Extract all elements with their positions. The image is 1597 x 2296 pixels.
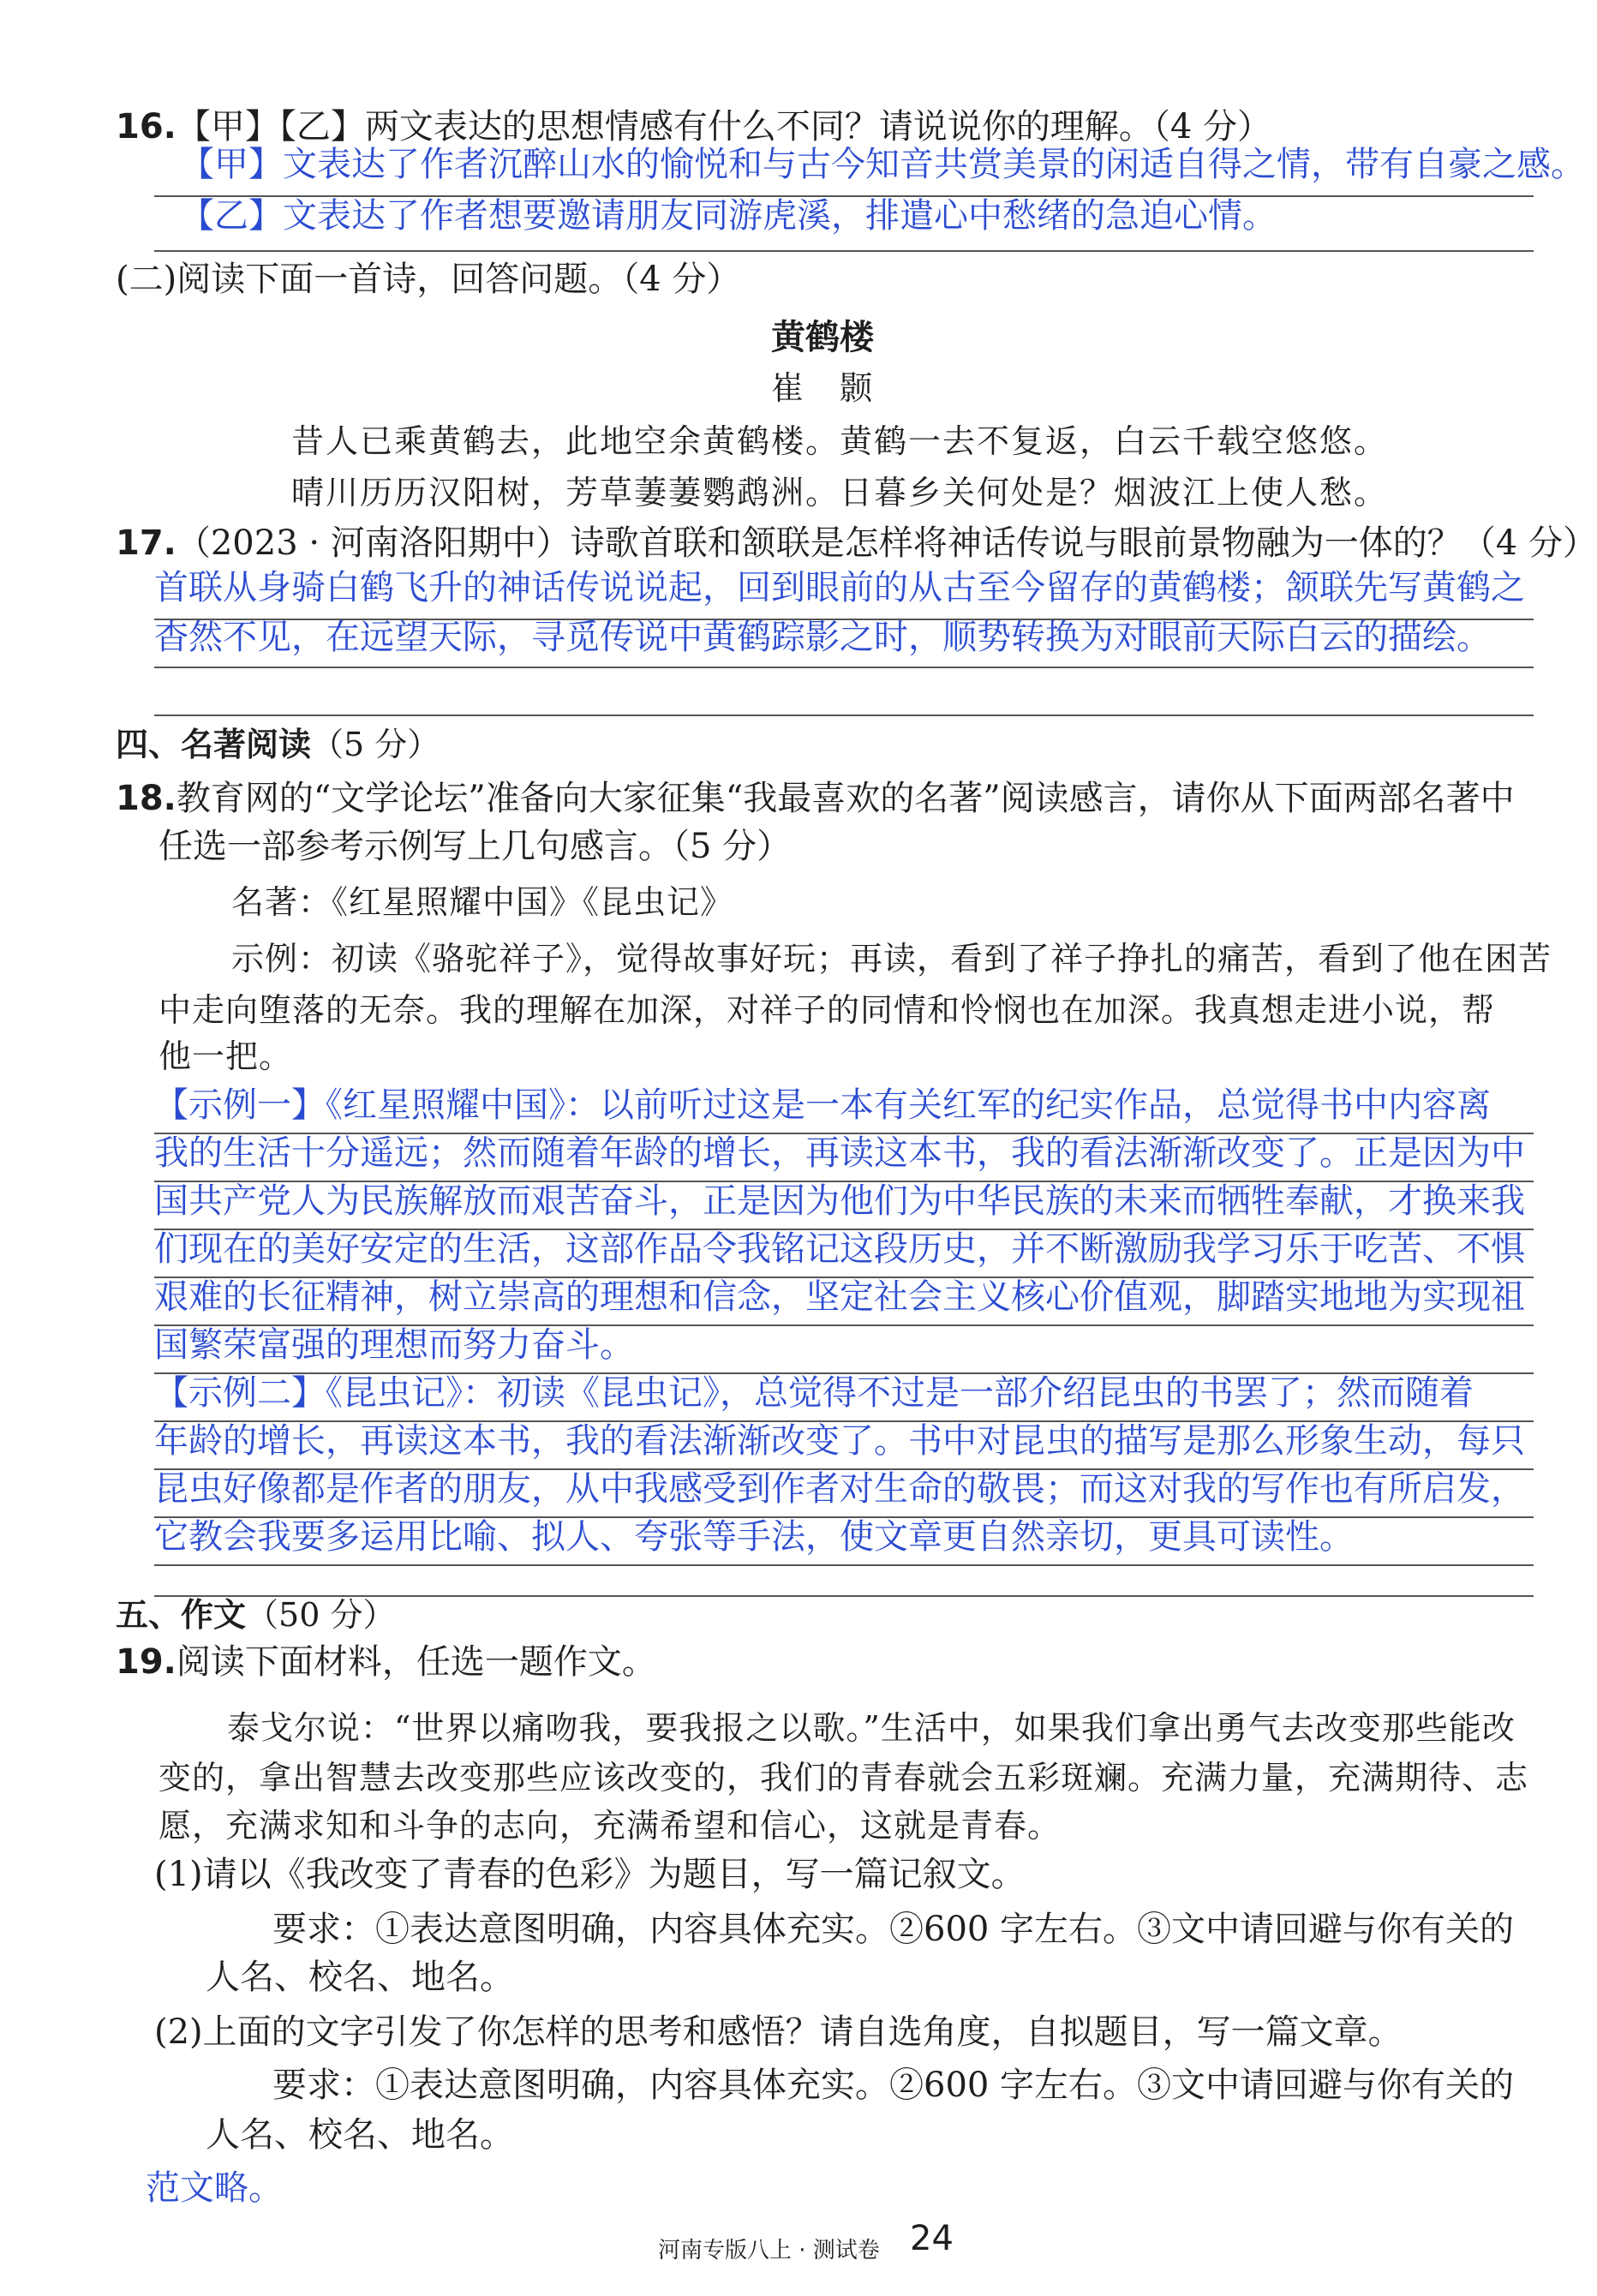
answer-line: 国繁荣富强的理想而努力奋斗。 — [154, 1325, 634, 1365]
answer-line: 【甲】文表达了作者沉醉山水的愉悦和与古今知音共赏美景的闲适自得之情，带有自豪之感。 — [180, 145, 1585, 184]
answer-line: 范文略。 — [146, 2168, 283, 2208]
section-heading — [116, 1588, 395, 1635]
question-text: 任选一部参考示例写上几句感言。（5 分） — [159, 827, 792, 866]
material-line: 泰戈尔说：“世界以痛吻我，要我报之以歌。”生活中，如果我们拿出勇气去改变那些能改 — [227, 1709, 1516, 1747]
answer-line: 它教会我要多运用比喻、拟人、夸张等手法，使文章更自然亲切，更具可读性。 — [154, 1517, 1354, 1557]
poem-title: 黄鹤楼 — [771, 318, 874, 357]
requirement-line: 要求：①表达意图明确，内容具体充实。②600 字左右。③文中请回避与你有关的 — [272, 2066, 1515, 2105]
answer-rule — [154, 715, 1534, 716]
answer-rule — [154, 250, 1534, 252]
question-number: 16. — [116, 107, 176, 146]
answer-line: 年龄的增长，再读这本书，我的看法渐渐改变了。书中对昆虫的描写是那么形象生动，每只 — [154, 1421, 1525, 1461]
essay-option-1: (1)请以《我改变了青春的色彩》为题目，写一篇记叙文。 — [154, 1855, 1026, 1894]
question-number: 19. — [116, 1642, 176, 1682]
requirement-line: 人名、校名、地名。 — [206, 1958, 514, 1997]
answer-line: 杳然不见，在远望天际，寻觅传说中黄鹤踪影之时，顺势转换为对眼前天际白云的描绘。 — [154, 618, 1491, 657]
answer-line: 【示例一】《红星照耀中国》：以前听过这是一本有关红军的纪实作品，总觉得书中内容离 — [154, 1085, 1491, 1125]
section-score: （5 分） — [311, 726, 440, 763]
answer-line: 【示例二】《昆虫记》：初读《昆虫记》，总觉得不过是一部介绍昆虫的书罢了；然而随着 — [154, 1373, 1474, 1413]
section-score: （50 分） — [246, 1596, 396, 1634]
question-18 — [116, 776, 1515, 821]
answer-rule — [154, 1564, 1534, 1566]
answer-line: 我的生活十分遥远；然而随着年龄的增长，再读这本书，我的看法渐渐改变了。正是因为中 — [154, 1133, 1525, 1173]
poem-author: 崔 颢 — [771, 369, 875, 407]
subsection-heading: (二)阅读下面一首诗，回答问题。（4 分） — [116, 260, 741, 299]
book-list: 名著：《红星照耀中国》《昆虫记》 — [231, 883, 734, 921]
answer-line: 们现在的美好安定的生活，这部作品令我铭记这段历史，并不断激励我学习乐于吃苦、不惧 — [154, 1229, 1525, 1269]
example-line: 他一把。 — [159, 1037, 293, 1075]
question-number: 17. — [116, 523, 176, 563]
poem-line: 晴川历历汉阳树，芳草萋萋鹦鹉洲。日暮乡关何处是？烟波江上使人愁。 — [291, 474, 1389, 511]
question-text: 【甲】【乙】两文表达的思想情感有什么不同？请说说你的理解。（4 分） — [176, 107, 1272, 146]
answer-line: 国共产党人为民族解放而艰苦奋斗，正是因为他们为中华民族的未来而牺牲奉献，才换来我 — [154, 1181, 1525, 1221]
section-label: 五、作文 — [116, 1596, 247, 1634]
question-text: 教育网的“文学论坛”准备向大家征集“我最喜欢的名著”阅读感言，请你从下面两部名著中 — [176, 779, 1515, 818]
material-line: 变的，拿出智慧去改变那些应该改变的，我们的青春就会五彩斑斓。充满力量，充满期待、志 — [159, 1759, 1529, 1797]
question-number: 18. — [116, 779, 176, 818]
question-19 — [116, 1640, 656, 1684]
requirement-line: 要求：①表达意图明确，内容具体充实。②600 字左右。③文中请回避与你有关的 — [272, 1910, 1515, 1949]
answer-line: 首联从身骑白鹤飞升的神话传说说起，回到眼前的从古至今留存的黄鹤楼；颔联先写黄鹤之 — [154, 568, 1525, 607]
example-line: 中走向堕落的无奈。我的理解在加深，对祥子的同情和怜悯也在加深。我真想走进小说，帮 — [159, 991, 1496, 1029]
question-17 — [116, 521, 1597, 565]
section-heading — [116, 718, 440, 765]
poem-line: 昔人已乘黄鹤去，此地空余黄鹤楼。黄鹤一去不复返，白云千载空悠悠。 — [291, 422, 1389, 460]
answer-rule — [154, 667, 1534, 668]
question-text: 阅读下面材料，任选一题作文。 — [176, 1642, 656, 1682]
section-label: 四、名著阅读 — [116, 726, 312, 763]
footer-label: 河南专版八上 · 测试卷 — [658, 2238, 880, 2263]
answer-line: 【乙】文表达了作者想要邀请朋友同游虎溪，排遣心中愁绪的急迫心情。 — [180, 196, 1277, 236]
page-number: 24 — [910, 2219, 954, 2258]
question-text: （2023 · 河南洛阳期中）诗歌首联和颔联是怎样将神话传说与眼前景物融为一体的？（4 分） — [176, 523, 1597, 563]
answer-line: 艰难的长征精神，树立崇高的理想和信念，坚定社会主义核心价值观，脚踏实地地为实现祖 — [154, 1277, 1525, 1317]
example-line: 示例：初读《骆驼祥子》，觉得故事好玩；再读，看到了祥子挣扎的痛苦，看到了他在困苦 — [231, 940, 1552, 978]
essay-option-2: (2)上面的文字引发了你怎样的思考和感悟？请自选角度，自拟题目，写一篇文章。 — [154, 2012, 1403, 2052]
answer-line: 昆虫好像都是作者的朋友，从中我感受到作者对生命的敬畏；而这对我的写作也有所启发， — [154, 1469, 1525, 1509]
material-line: 愿，充满求知和斗争的志向，充满希望和信心，这就是青春。 — [159, 1807, 1062, 1845]
requirement-line: 人名、校名、地名。 — [206, 2115, 514, 2155]
